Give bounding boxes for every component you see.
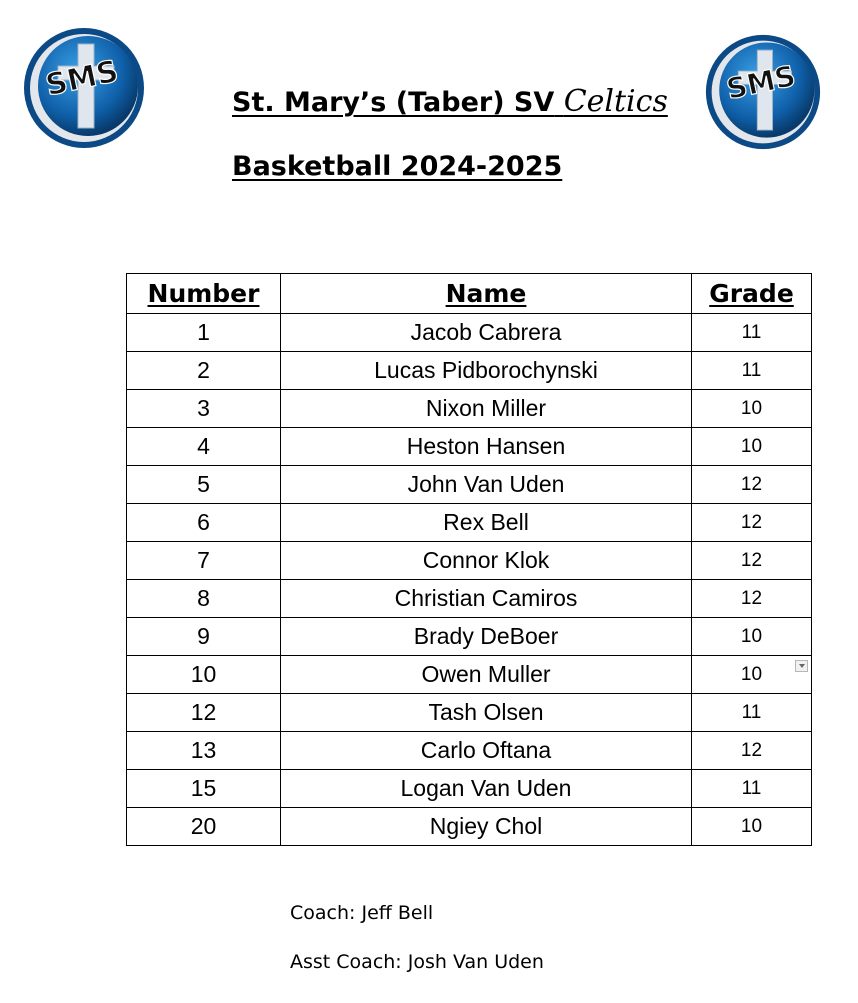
cell-name: Connor Klok <box>281 542 692 580</box>
table-row <box>127 504 812 542</box>
table-row <box>127 618 812 656</box>
table-row <box>127 770 812 808</box>
title-script: Celtics <box>563 84 668 119</box>
table-row <box>127 428 812 466</box>
table-row <box>127 694 812 732</box>
cell-name: Jacob Cabrera <box>281 314 692 352</box>
cell-number: 5 <box>127 466 281 504</box>
cell-grade: 10 <box>692 656 812 694</box>
cell-grade: 12 <box>692 504 812 542</box>
cell-grade: 10 <box>692 618 812 656</box>
cell-name: Lucas Pidborochynski <box>281 352 692 390</box>
table-row <box>127 314 812 352</box>
cell-name: Rex Bell <box>281 504 692 542</box>
cell-grade: 12 <box>692 542 812 580</box>
cell-grade: 11 <box>692 352 812 390</box>
cell-number: 1 <box>127 314 281 352</box>
cell-number: 9 <box>127 618 281 656</box>
cell-name: Nixon Miller <box>281 390 692 428</box>
cell-name: John Van Uden <box>281 466 692 504</box>
cell-name: Carlo Oftana <box>281 732 692 770</box>
title-main: St. Mary’s (Taber) SV <box>232 87 555 118</box>
cell-grade: 11 <box>692 770 812 808</box>
cell-number: 10 <box>127 656 281 694</box>
cell-name: Ngiey Chol <box>281 808 692 846</box>
roster-table <box>126 273 812 846</box>
table-row <box>127 352 812 390</box>
asst-coach-label: Asst Coach: Josh Van Uden <box>290 951 544 973</box>
cell-number: 13 <box>127 732 281 770</box>
cell-number: 15 <box>127 770 281 808</box>
table-row <box>127 656 812 694</box>
table-row <box>127 808 812 846</box>
cell-grade: 11 <box>692 314 812 352</box>
cell-name: Christian Camiros <box>281 580 692 618</box>
header-number: Number <box>127 274 281 314</box>
cell-number: 12 <box>127 694 281 732</box>
coach-label: Coach: Jeff Bell <box>290 902 434 924</box>
header-name: Name <box>281 274 692 314</box>
cell-number: 8 <box>127 580 281 618</box>
sms-logo-right <box>704 33 822 151</box>
sms-logo-left <box>22 26 146 150</box>
cell-grade: 10 <box>692 390 812 428</box>
cell-grade: 12 <box>692 732 812 770</box>
roster-body <box>127 314 812 846</box>
table-row <box>127 732 812 770</box>
sms-logo-text: SMS <box>723 59 799 107</box>
cell-name: Owen Muller <box>281 656 692 694</box>
page-subtitle: Basketball 2024-2025 <box>232 151 563 182</box>
cell-number: 3 <box>127 390 281 428</box>
table-row <box>127 466 812 504</box>
cell-number: 2 <box>127 352 281 390</box>
header-grade: Grade <box>692 274 812 314</box>
table-row <box>127 542 812 580</box>
cell-number: 6 <box>127 504 281 542</box>
cell-grade: 11 <box>692 694 812 732</box>
table-header-row <box>127 274 812 314</box>
cell-number: 20 <box>127 808 281 846</box>
cell-grade: 12 <box>692 580 812 618</box>
cell-number: 7 <box>127 542 281 580</box>
cell-name: Heston Hansen <box>281 428 692 466</box>
cell-name: Tash Olsen <box>281 694 692 732</box>
cell-grade: 10 <box>692 808 812 846</box>
dropdown-arrow-icon[interactable] <box>795 660 808 672</box>
cell-name: Logan Van Uden <box>281 770 692 808</box>
sms-logo-text: SMS <box>42 53 122 104</box>
cell-name: Brady DeBoer <box>281 618 692 656</box>
table-row <box>127 580 812 618</box>
cell-number: 4 <box>127 428 281 466</box>
cell-grade: 12 <box>692 466 812 504</box>
cell-grade: 10 <box>692 428 812 466</box>
page-title <box>232 84 668 119</box>
table-row <box>127 390 812 428</box>
